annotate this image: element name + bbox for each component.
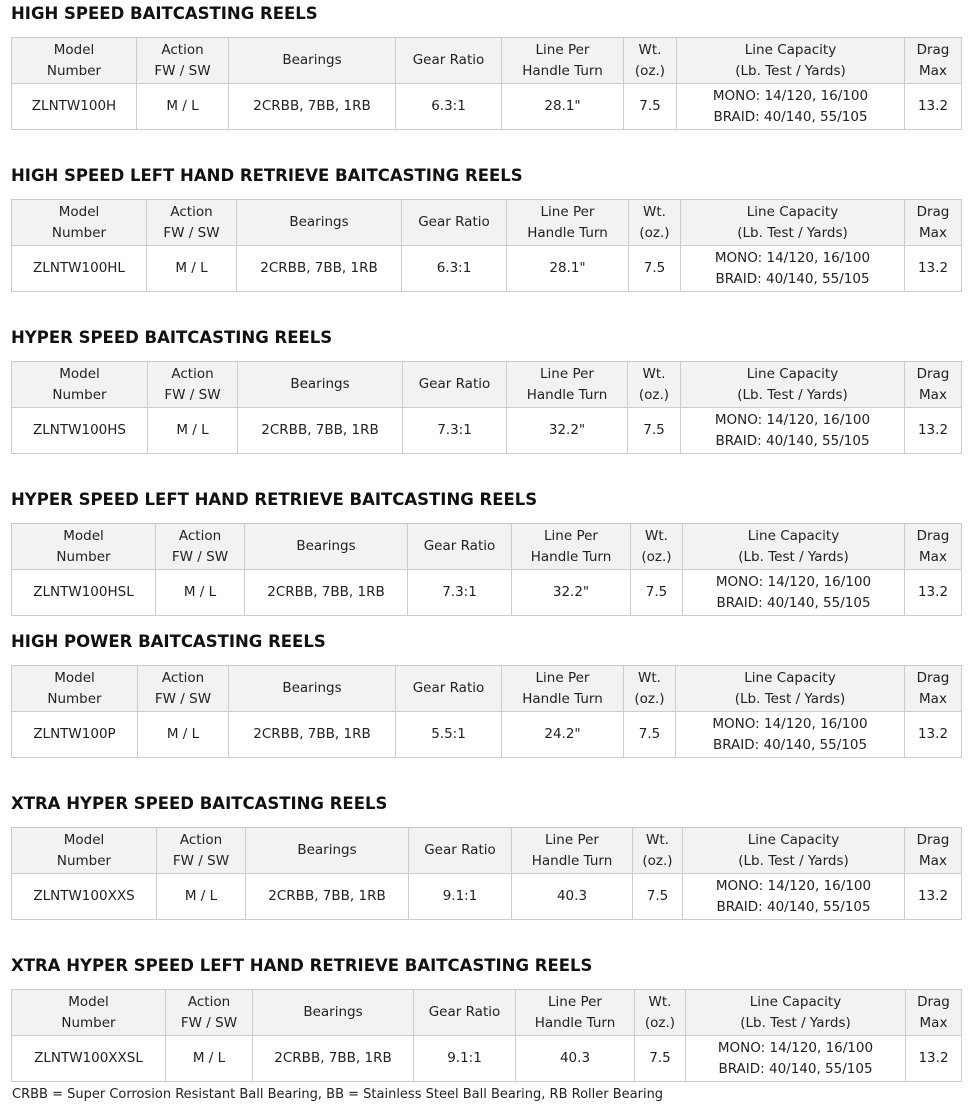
weight-value: 7.5	[635, 1036, 686, 1082]
gear-ratio-value: 9.1:1	[409, 874, 512, 920]
col-action: Action FW / SW	[148, 362, 238, 408]
gear-ratio-value: 9.1:1	[414, 1036, 516, 1082]
action-value: M / L	[138, 712, 229, 758]
gear-ratio-value: 5.5:1	[396, 712, 502, 758]
line-capacity-value: MONO: 14/120, 16/100 BRAID: 40/140, 55/105	[676, 712, 905, 758]
col-action: Action FW / SW	[157, 828, 246, 874]
action-value: M / L	[148, 408, 238, 454]
line-capacity-value: MONO: 14/120, 16/100 BRAID: 40/140, 55/105	[681, 246, 905, 292]
table-row	[12, 408, 962, 454]
table-row	[12, 712, 962, 758]
col-model: Model Number	[12, 828, 157, 874]
col-gear-ratio: Gear Ratio	[396, 38, 502, 84]
col-weight: Wt. (oz.)	[629, 200, 681, 246]
col-action: Action FW / SW	[137, 38, 229, 84]
action-value: M / L	[156, 570, 245, 616]
col-line-capacity: Line Capacity (Lb. Test / Yards)	[681, 362, 905, 408]
bearings-value: 2CRBB, 7BB, 1RB	[237, 246, 402, 292]
section-title: XTRA HYPER SPEED LEFT HAND RETRIEVE BAITCASTING REELS	[11, 956, 593, 975]
header-row	[12, 828, 962, 874]
table-row	[12, 570, 962, 616]
col-drag-max: Drag Max	[905, 666, 962, 712]
col-line-capacity: Line Capacity (Lb. Test / Yards)	[683, 828, 905, 874]
col-model: Model Number	[12, 200, 147, 246]
section-high-speed	[11, 4, 961, 132]
col-drag-max: Drag Max	[905, 524, 962, 570]
weight-value: 7.5	[628, 408, 681, 454]
col-action: Action FW / SW	[147, 200, 237, 246]
line-capacity-value: MONO: 14/120, 16/100 BRAID: 40/140, 55/105	[683, 570, 905, 616]
section-high-power	[11, 632, 961, 760]
col-line-capacity: Line Capacity (Lb. Test / Yards)	[686, 990, 906, 1036]
line-per-turn-value: 40.3	[512, 874, 633, 920]
col-line-per-turn: Line Per Handle Turn	[502, 666, 624, 712]
col-bearings: Bearings	[229, 38, 396, 84]
col-model: Model Number	[12, 362, 148, 408]
col-line-capacity: Line Capacity (Lb. Test / Yards)	[681, 200, 905, 246]
weight-value: 7.5	[624, 84, 677, 130]
action-value: M / L	[166, 1036, 253, 1082]
col-model: Model Number	[12, 38, 137, 84]
col-line-per-turn: Line Per Handle Turn	[512, 524, 631, 570]
spec-table	[11, 199, 962, 292]
weight-value: 7.5	[624, 712, 676, 758]
col-drag-max: Drag Max	[905, 38, 962, 84]
drag-max-value: 13.2	[905, 408, 962, 454]
line-per-turn-value: 40.3	[516, 1036, 635, 1082]
header-row	[12, 990, 962, 1036]
drag-max-value: 13.2	[905, 874, 962, 920]
action-value: M / L	[157, 874, 246, 920]
col-bearings: Bearings	[237, 200, 402, 246]
col-action: Action FW / SW	[166, 990, 253, 1036]
table-row	[12, 84, 962, 130]
model-number: ZLNTW100HSL	[12, 570, 156, 616]
col-line-per-turn: Line Per Handle Turn	[512, 828, 633, 874]
header-row	[12, 524, 962, 570]
col-weight: Wt. (oz.)	[633, 828, 683, 874]
line-per-turn-value: 24.2"	[502, 712, 624, 758]
col-bearings: Bearings	[229, 666, 396, 712]
col-drag-max: Drag Max	[906, 990, 962, 1036]
weight-value: 7.5	[629, 246, 681, 292]
line-per-turn-value: 28.1"	[507, 246, 629, 292]
gear-ratio-value: 7.3:1	[408, 570, 512, 616]
col-bearings: Bearings	[246, 828, 409, 874]
section-xtra-hyper-speed	[11, 794, 961, 922]
line-capacity-value: MONO: 14/120, 16/100 BRAID: 40/140, 55/105	[686, 1036, 906, 1082]
col-weight: Wt. (oz.)	[635, 990, 686, 1036]
col-line-per-turn: Line Per Handle Turn	[507, 362, 628, 408]
action-value: M / L	[147, 246, 237, 292]
weight-value: 7.5	[631, 570, 683, 616]
col-weight: Wt. (oz.)	[624, 666, 676, 712]
spec-table	[11, 665, 962, 758]
spec-table	[11, 37, 962, 130]
bearings-value: 2CRBB, 7BB, 1RB	[246, 874, 409, 920]
bearings-value: 2CRBB, 7BB, 1RB	[229, 712, 396, 758]
col-drag-max: Drag Max	[905, 828, 962, 874]
drag-max-value: 13.2	[905, 570, 962, 616]
spec-table	[11, 989, 962, 1082]
col-bearings: Bearings	[238, 362, 403, 408]
col-gear-ratio: Gear Ratio	[402, 200, 507, 246]
model-number: ZLNTW100HS	[12, 408, 148, 454]
section-title: HIGH SPEED LEFT HAND RETRIEVE BAITCASTING REELS	[11, 166, 523, 185]
section-hyper-speed-left-hand	[11, 490, 961, 618]
weight-value: 7.5	[633, 874, 683, 920]
bearings-value: 2CRBB, 7BB, 1RB	[245, 570, 408, 616]
spec-table	[11, 827, 962, 920]
model-number: ZLNTW100P	[12, 712, 138, 758]
line-capacity-value: MONO: 14/120, 16/100 BRAID: 40/140, 55/105	[681, 408, 905, 454]
col-weight: Wt. (oz.)	[628, 362, 681, 408]
bearings-value: 2CRBB, 7BB, 1RB	[253, 1036, 414, 1082]
col-gear-ratio: Gear Ratio	[409, 828, 512, 874]
col-gear-ratio: Gear Ratio	[408, 524, 512, 570]
bearings-value: 2CRBB, 7BB, 1RB	[238, 408, 403, 454]
col-model: Model Number	[12, 666, 138, 712]
spec-table	[11, 523, 962, 616]
model-number: ZLNTW100HL	[12, 246, 147, 292]
table-row	[12, 874, 962, 920]
col-action: Action FW / SW	[156, 524, 245, 570]
section-title: XTRA HYPER SPEED BAITCASTING REELS	[11, 794, 388, 813]
header-row	[12, 362, 962, 408]
header-row	[12, 666, 962, 712]
header-row	[12, 38, 962, 84]
drag-max-value: 13.2	[906, 1036, 962, 1082]
gear-ratio-value: 6.3:1	[396, 84, 502, 130]
gear-ratio-value: 7.3:1	[403, 408, 507, 454]
section-title: HIGH SPEED BAITCASTING REELS	[11, 4, 318, 23]
col-gear-ratio: Gear Ratio	[414, 990, 516, 1036]
action-value: M / L	[137, 84, 229, 130]
col-line-capacity: Line Capacity (Lb. Test / Yards)	[683, 524, 905, 570]
header-row	[12, 200, 962, 246]
col-bearings: Bearings	[245, 524, 408, 570]
col-bearings: Bearings	[253, 990, 414, 1036]
gear-ratio-value: 6.3:1	[402, 246, 507, 292]
section-high-speed-left-hand	[11, 166, 961, 294]
col-line-capacity: Line Capacity (Lb. Test / Yards)	[677, 38, 905, 84]
model-number: ZLNTW100H	[12, 84, 137, 130]
model-number: ZLNTW100XXS	[12, 874, 157, 920]
col-weight: Wt. (oz.)	[624, 38, 677, 84]
col-line-per-turn: Line Per Handle Turn	[502, 38, 624, 84]
col-action: Action FW / SW	[138, 666, 229, 712]
table-row	[12, 1036, 962, 1082]
line-per-turn-value: 28.1"	[502, 84, 624, 130]
model-number: ZLNTW100XXSL	[12, 1036, 166, 1082]
line-capacity-value: MONO: 14/120, 16/100 BRAID: 40/140, 55/105	[677, 84, 905, 130]
spec-table	[11, 361, 962, 454]
line-per-turn-value: 32.2"	[507, 408, 628, 454]
col-drag-max: Drag Max	[905, 362, 962, 408]
section-title: HYPER SPEED LEFT HAND RETRIEVE BAITCASTING REELS	[11, 490, 538, 509]
col-line-per-turn: Line Per Handle Turn	[507, 200, 629, 246]
drag-max-value: 13.2	[905, 84, 962, 130]
col-line-per-turn: Line Per Handle Turn	[516, 990, 635, 1036]
col-line-capacity: Line Capacity (Lb. Test / Yards)	[676, 666, 905, 712]
col-gear-ratio: Gear Ratio	[396, 666, 502, 712]
section-hyper-speed	[11, 328, 961, 456]
col-model: Model Number	[12, 990, 166, 1036]
bearing-footnote: CRBB = Super Corrosion Resistant Ball Bearing, BB = Stainless Steel Ball Bearing, RB Roller Bearing	[12, 1087, 664, 1102]
line-per-turn-value: 32.2"	[512, 570, 631, 616]
col-model: Model Number	[12, 524, 156, 570]
col-gear-ratio: Gear Ratio	[403, 362, 507, 408]
section-xtra-hyper-speed-left-hand	[11, 956, 961, 1084]
drag-max-value: 13.2	[905, 712, 962, 758]
bearings-value: 2CRBB, 7BB, 1RB	[229, 84, 396, 130]
section-title: HYPER SPEED BAITCASTING REELS	[11, 328, 333, 347]
line-capacity-value: MONO: 14/120, 16/100 BRAID: 40/140, 55/105	[683, 874, 905, 920]
col-drag-max: Drag Max	[905, 200, 962, 246]
table-row	[12, 246, 962, 292]
drag-max-value: 13.2	[905, 246, 962, 292]
section-title: HIGH POWER BAITCASTING REELS	[11, 632, 326, 651]
col-weight: Wt. (oz.)	[631, 524, 683, 570]
